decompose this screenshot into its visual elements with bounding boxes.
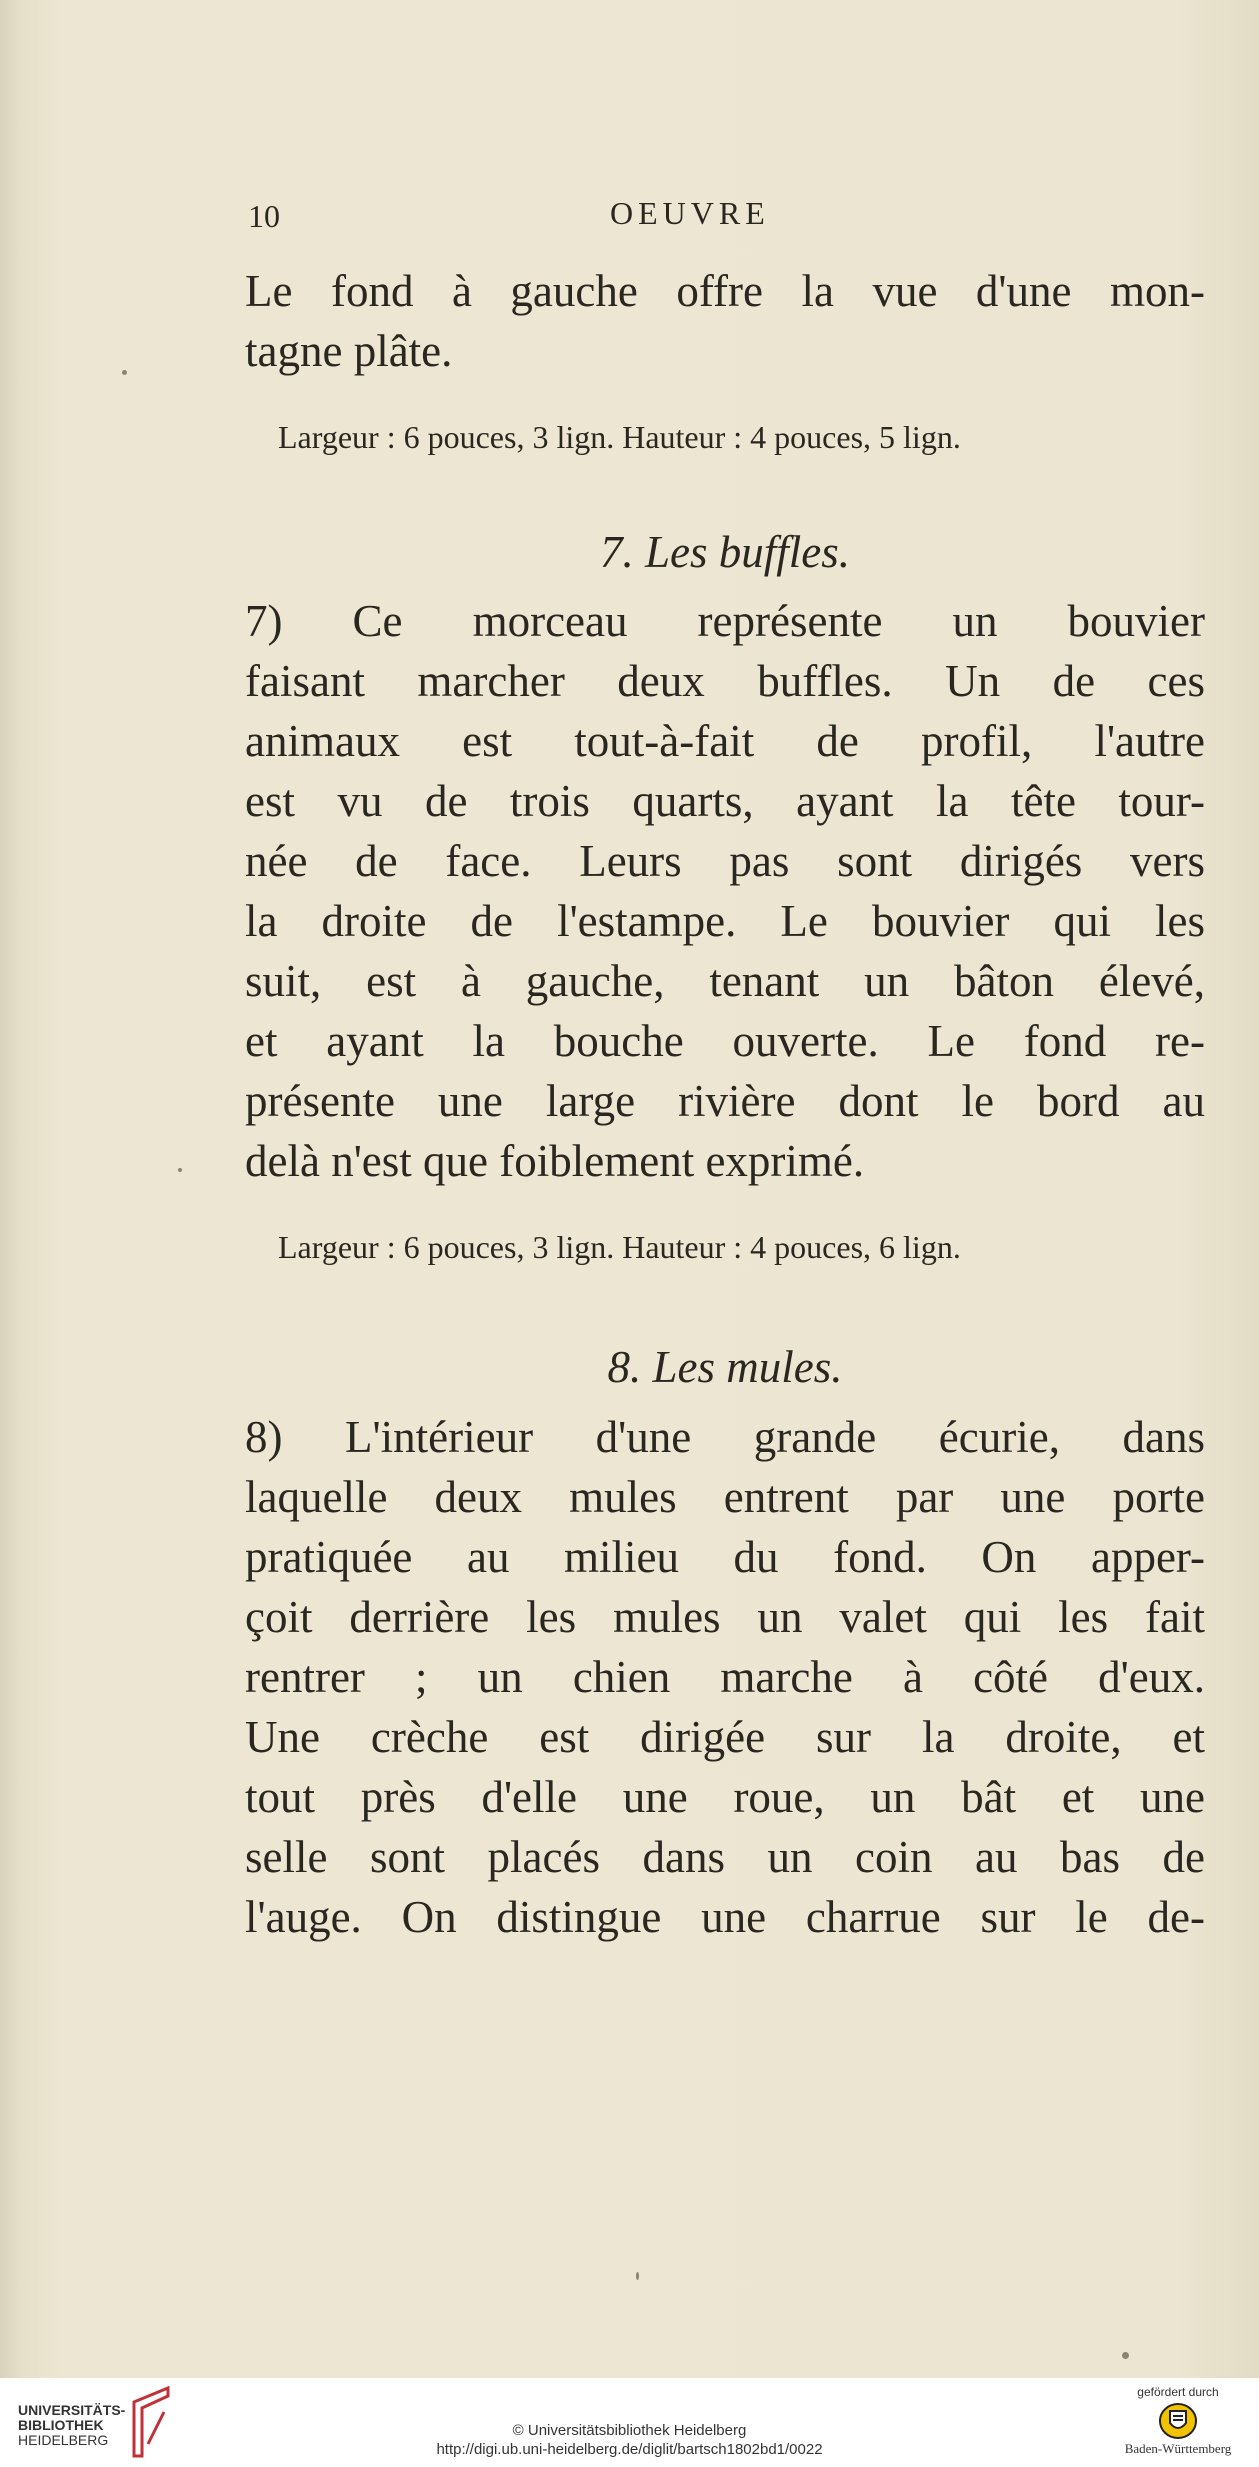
library-name-line3: HEIDELBERG [18,2432,109,2448]
copyright-text: © Universitätsbibliothek Heidelberg [512,2422,747,2439]
text-line: la droite de l'estampe. Le bouvier qui les [245,896,1205,946]
text-line: pratiquée au milieu du fond. On apper- [245,1532,1205,1582]
text-line: tagne plâte. [245,326,453,376]
text-line: selle sont placés dans un coin au bas de [245,1832,1205,1882]
state-coat-of-arms-icon [1158,2401,1198,2441]
text-line: présente une large rivière dont le bord au [245,1076,1205,1126]
text-line: est vu de trois quarts, ayant la tête tour- [245,776,1205,826]
text-line: laquelle deux mules entrent par une porte [245,1472,1205,1522]
text-line: çoit derrière les mules un valet qui les fait [245,1592,1205,1642]
text-line: faisant marcher deux buffles. Un de ces [245,656,1205,706]
section-heading: 8. Les mules. [607,1342,843,1392]
text-line: l'auge. On distingue une charrue sur le de- [245,1892,1205,1942]
library-name-line2: BIBLIOTHEK [18,2417,104,2433]
text-line: tout près d'elle une roue, un bât et une [245,1772,1205,1822]
paper-speck [122,370,127,375]
text-line: 8) L'intérieur d'une grande écurie, dans [245,1412,1205,1462]
sponsor-label: gefördert durch [1137,2385,1219,2399]
library-name-line1: UNIVERSITÄTS- [18,2402,126,2418]
text-line: 7) Ce morceau représente un bouvier [245,596,1205,646]
page-number: 10 [248,198,280,234]
sponsor-block[interactable] [1108,2385,1248,2456]
dimensions-line: Largeur : 6 pouces, 3 lign. Hauteur : 4 pouces, 5 lign. [278,419,961,455]
text-line: née de face. Leurs pas sont dirigés vers [245,836,1205,886]
paper-speck [178,1168,182,1172]
paper-speck [1122,2352,1129,2359]
text-line: Une crèche est dirigée sur la droite, et [245,1712,1205,1762]
sponsor-name: Baden-Württemberg [1124,2441,1232,2456]
text-line: animaux est tout-à-fait de profil, l'autre [245,716,1205,766]
permalink-url[interactable]: http://digi.ub.uni-heidelberg.de/diglit/bartsch1802bd1/0022 [436,2441,823,2458]
text-line: Le fond à gauche offre la vue d'une mon- [245,266,1205,316]
running-head: OEUVRE [610,195,770,231]
dimensions-line: Largeur : 6 pouces, 3 lign. Hauteur : 4 pouces, 6 lign. [278,1229,961,1265]
section-heading: 7. Les buffles. [599,527,850,577]
text-line: delà n'est que foiblement exprimé. [245,1136,865,1186]
text-line: rentrer ; un chien marche à côté d'eux. [245,1652,1205,1702]
text-line: suit, est à gauche, tenant un bâton élevé, [245,956,1205,1006]
text-line: et ayant la bouche ouverte. Le fond re- [245,1016,1205,1066]
paper-speck [636,2272,639,2280]
